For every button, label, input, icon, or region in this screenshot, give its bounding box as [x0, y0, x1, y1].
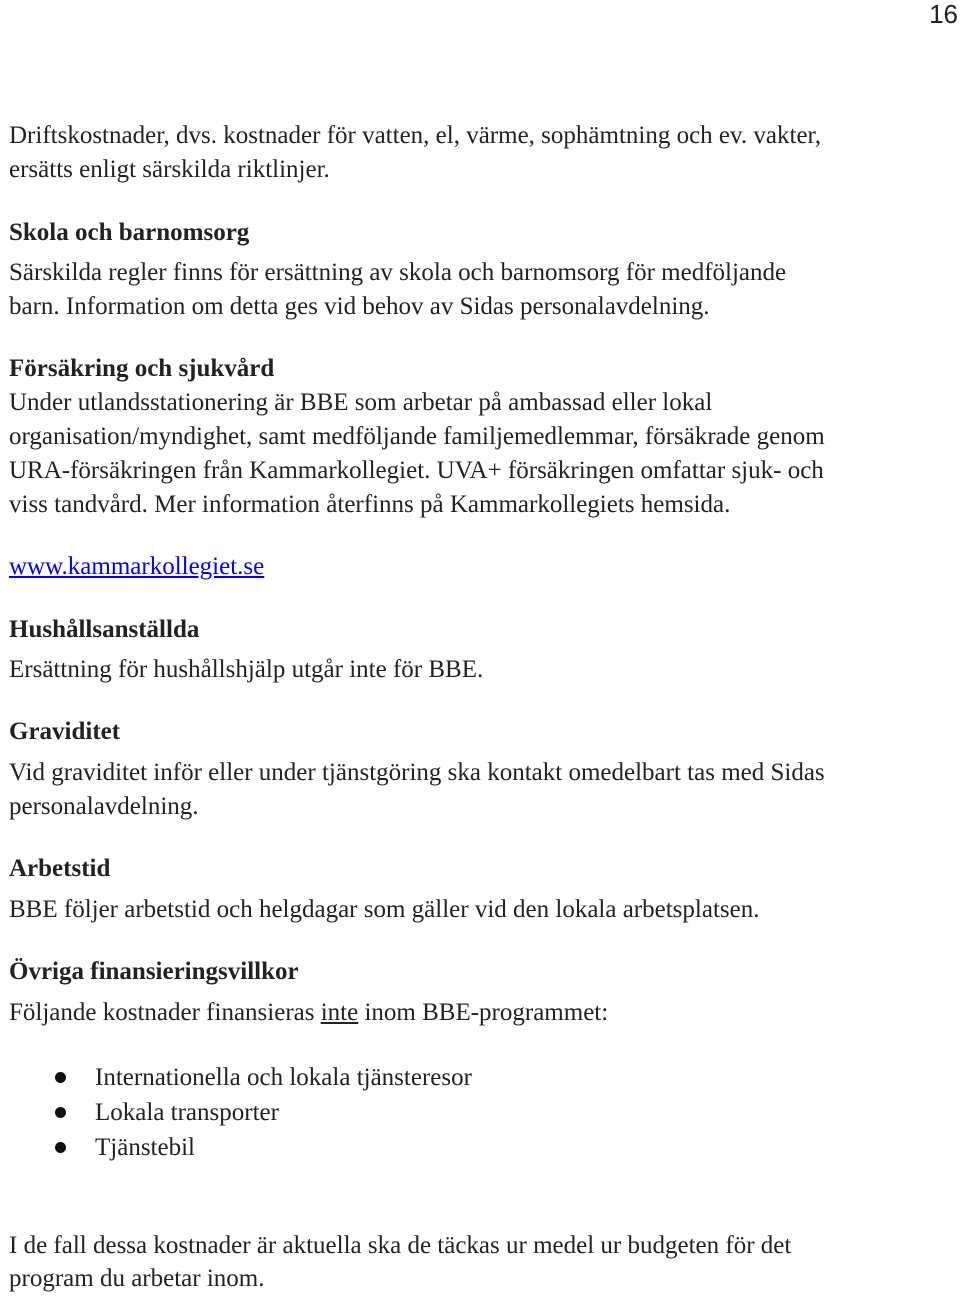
- page-number: 16: [929, 0, 958, 29]
- bullet-icon: [55, 1072, 66, 1083]
- insurance-line-1: Under utlandsstationering är BBE som arbetar på ambassad eller lokal: [9, 389, 713, 416]
- pregnancy-line-2: personalavdelning.: [9, 793, 199, 820]
- list-item: [0, 1060, 472, 1095]
- list-item-label: Tjänstebil: [95, 1134, 195, 1161]
- pregnancy-line-1: Vid graviditet inför eller under tjänstgöring ska kontakt omedelbart tas med Sidas: [9, 759, 825, 786]
- excluded-costs-list: [0, 1060, 472, 1165]
- other-intro-after: inom BBE-programmet:: [358, 999, 609, 1026]
- other-intro-underlined: inte: [320, 999, 359, 1026]
- household-line-1: Ersättning för hushållshjälp utgår inte för BBE.: [9, 656, 484, 683]
- heading-pregnancy: Graviditet: [9, 718, 121, 745]
- insurance-line-4: viss tandvård. Mer information återfinns på Kammarkollegiets hemsida.: [9, 491, 731, 518]
- list-item: [0, 1095, 472, 1130]
- insurance-line-3: URA-försäkringen från Kammarkollegiet. UVA+ försäkringen omfattar sjuk- och: [9, 457, 824, 484]
- closing-line-1: I de fall dessa kostnader är aktuella ska de täckas ur medel ur budgeten för det: [9, 1232, 792, 1259]
- intro-line-2: ersätts enligt särskilda riktlinjer.: [9, 156, 330, 183]
- bullet-icon: [55, 1107, 66, 1118]
- heading-household: Hushållsanställda: [9, 616, 200, 643]
- heading-insurance: Försäkring och sjukvård: [9, 355, 275, 382]
- other-intro: [9, 996, 951, 1030]
- school-line-2: barn. Information om detta ges vid behov av Sidas personalavdelning.: [9, 293, 710, 320]
- insurance-line-2: organisation/myndighet, samt medföljande familjemedlemmar, försäkrade genom: [9, 423, 825, 450]
- list-item-label: Internationella och lokala tjänsteresor: [95, 1064, 472, 1091]
- closing-line-2: program du arbetar inom.: [9, 1265, 265, 1292]
- kammarkollegiet-link[interactable]: www.kammarkollegiet.se: [9, 553, 265, 580]
- bullet-icon: [55, 1142, 66, 1153]
- intro-line-1: Driftskostnader, dvs. kostnader för vatten, el, värme, sophämtning och ev. vakter,: [9, 122, 822, 149]
- heading-school: Skola och barnomsorg: [9, 219, 250, 246]
- other-intro-before: Följande kostnader finansieras: [9, 999, 321, 1026]
- worktime-line-1: BBE följer arbetstid och helgdagar som gäller vid den lokala arbetsplatsen.: [9, 896, 760, 923]
- list-item-label: Lokala transporter: [95, 1099, 279, 1126]
- list-item: [0, 1130, 472, 1165]
- heading-other-financing: Övriga finansieringsvillkor: [9, 958, 299, 985]
- heading-worktime: Arbetstid: [9, 855, 111, 882]
- school-line-1: Särskilda regler finns för ersättning av skola och barnomsorg för medföljande: [9, 259, 787, 286]
